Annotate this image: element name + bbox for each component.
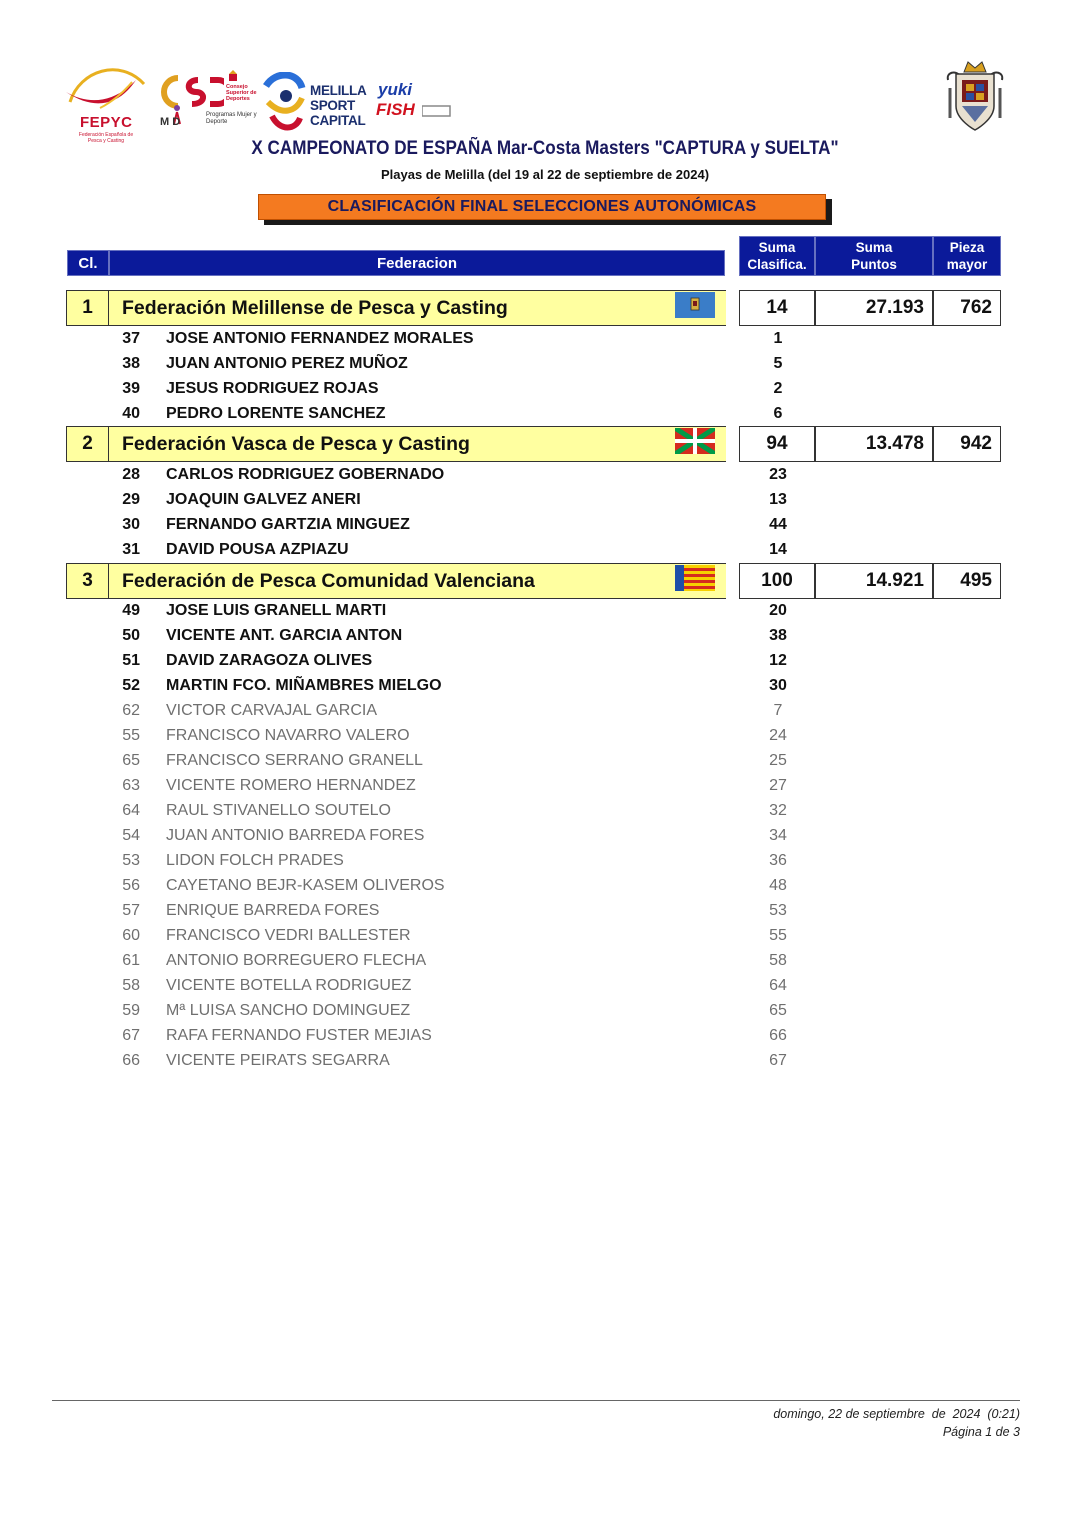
angler-value: 25 [769,752,787,769]
angler-value: 7 [773,702,783,719]
footer-divider [52,1400,1020,1401]
angler-name: PEDRO LORENTE SANCHEZ [166,405,386,422]
msc-line2: SPORT [310,98,356,113]
table-row [0,823,1080,848]
table-row [0,462,1080,487]
table-row [0,873,1080,898]
angler-name: CARLOS RODRIGUEZ GOBERNADO [166,466,445,483]
pieza-mayor-value: 762 [933,290,1001,326]
angler-value: 67 [769,1052,787,1069]
table-row [0,923,1080,948]
federation-rank: 1 [66,290,109,326]
federation-name-cell [109,290,726,326]
angler-name: MARTIN FCO. MIÑAMBRES MIELGO [166,677,442,694]
header-suma-clasifica-line1: Suma [758,240,796,255]
page-subtitle: Playas de Melilla (del 19 al 22 de septiembre de 2024) [380,167,710,182]
angler-number: 50 [122,627,140,644]
table-row [0,376,1080,401]
melilla-sport-capital-logo [262,72,372,136]
suma-clasifica-value: 94 [739,426,815,462]
angler-number: 54 [122,827,140,844]
table-row [0,973,1080,998]
angler-number: 56 [122,877,140,894]
table-row [0,537,1080,562]
angler-value: 1 [773,330,783,347]
angler-value: 24 [769,727,787,744]
table-row [0,648,1080,673]
angler-number: 30 [122,516,140,533]
table-row [0,598,1080,623]
angler-number: 62 [122,702,140,719]
angler-value: 30 [769,677,787,694]
angler-name: JOSE LUIS GRANELL MARTI [166,602,387,619]
table-row [0,487,1080,512]
suma-puntos-value: 27.193 [815,290,933,326]
table-row [0,351,1080,376]
angler-number: 31 [122,541,140,558]
angler-name: VICENTE PEIRATS SEGARRA [166,1052,390,1069]
angler-number: 64 [122,802,140,819]
angler-name: FERNANDO GARTZIA MINGUEZ [166,516,410,533]
page-title: X CAMPEONATO DE ESPAÑA Mar-Costa Masters "CAPTURA y SUELTA" [251,138,839,159]
angler-number: 63 [122,777,140,794]
angler-value: 27 [769,777,787,794]
angler-value: 5 [773,355,783,372]
basque-flag-icon [675,428,715,454]
angler-value: 65 [769,1002,787,1019]
fepyc-name: FEPYC [80,114,133,131]
angler-name: JOSE ANTONIO FERNANDEZ MORALES [166,330,474,347]
mxd-text: M D [160,116,181,128]
table-row [0,773,1080,798]
melilla-coat-of-arms-icon [942,58,1008,136]
angler-name: ANTONIO BORREGUERO FLECHA [166,952,427,969]
angler-name: VICENTE ROMERO HERNANDEZ [166,777,416,794]
csd-logo [158,70,268,136]
angler-value: 13 [769,491,787,508]
angler-name: Mª LUISA SANCHO DOMINGUEZ [166,1002,411,1019]
angler-value: 53 [769,902,787,919]
angler-name: FRANCISCO SERRANO GRANELL [166,752,423,769]
classification-banner: CLASIFICACIÓN FINAL SELECCIONES AUTONÓMICAS [258,194,826,220]
fish-text: FISH [376,100,415,119]
header-suma-puntos-line2: Puntos [851,257,897,272]
angler-name: FRANCISCO VEDRI BALLESTER [166,927,411,944]
suma-clasifica-value: 14 [739,290,815,326]
angler-number: 65 [122,752,140,769]
angler-name: RAUL STIVANELLO SOUTELO [166,802,391,819]
angler-value: 64 [769,977,787,994]
angler-number: 49 [122,602,140,619]
angler-value: 20 [769,602,787,619]
msc-line3: CAPITAL [310,113,366,128]
angler-number: 55 [122,727,140,744]
table-row [0,848,1080,873]
angler-number: 52 [122,677,140,694]
angler-name: RAFA FERNANDO FUSTER MEJIAS [166,1027,432,1044]
yuki-fish-logo [376,80,456,130]
angler-name: JUAN ANTONIO PEREZ MUÑOZ [166,355,408,372]
table-row [0,698,1080,723]
table-row [0,1023,1080,1048]
footer-date: domingo, 22 de septiembre de 2024 (0:21) [773,1407,1020,1421]
angler-name: CAYETANO BEJR-KASEM OLIVEROS [166,877,445,894]
table-row [0,401,1080,426]
angler-value: 36 [769,852,787,869]
angler-value: 12 [769,652,787,669]
angler-name: VICENTE ANT. GARCIA ANTON [166,627,403,644]
angler-value: 6 [773,405,783,422]
angler-value: 48 [769,877,787,894]
yuki-text: yuki [378,80,413,99]
footer-page-number: Página 1 de 3 [942,1425,1020,1439]
fepyc-logo [60,62,152,146]
table-row [0,798,1080,823]
angler-number: 51 [122,652,140,669]
federation-rank: 2 [66,426,109,462]
angler-name: DAVID POUSA AZPIAZU [166,541,349,558]
angler-value: 23 [769,466,787,483]
angler-value: 2 [773,380,783,397]
angler-number: 53 [122,852,140,869]
angler-value: 38 [769,627,787,644]
angler-name: JESUS RODRIGUEZ ROJAS [166,380,379,397]
angler-number: 37 [122,330,140,347]
header-suma-puntos-line1: Suma [855,240,893,255]
angler-value: 14 [769,541,787,558]
angler-value: 32 [769,802,787,819]
angler-name: JUAN ANTONIO BARREDA FORES [166,827,425,844]
table-row [0,512,1080,537]
valencia-flag-icon [675,565,715,591]
suma-puntos-value: 14.921 [815,563,933,599]
angler-number: 39 [122,380,140,397]
header-pieza-mayor [933,236,1001,276]
fepyc-subtitle: Federación Española de Pesca y Casting [78,132,134,144]
table-row [0,998,1080,1023]
table-row [0,326,1080,351]
angler-name: VICTOR CARVAJAL GARCIA [166,702,378,719]
angler-number: 58 [122,977,140,994]
table-row [0,723,1080,748]
federation-name-cell [109,563,726,599]
programs-text: Programas Mujer y Deporte [206,112,257,125]
table-row [0,948,1080,973]
angler-name: LIDON FOLCH PRADES [166,852,344,869]
federation-name: Federación Vasca de Pesca y Casting [122,433,470,455]
header-suma-clasifica-line2: Clasifica. [747,257,807,272]
angler-number: 57 [122,902,140,919]
angler-number: 67 [122,1027,140,1044]
angler-name: DAVID ZARAGOZA OLIVES [166,652,373,669]
federation-rank: 3 [66,563,109,599]
pieza-mayor-value: 495 [933,563,1001,599]
table-row [0,673,1080,698]
angler-number: 38 [122,355,140,372]
header-pieza-mayor-line1: Pieza [949,240,985,255]
angler-number: 59 [122,1002,140,1019]
table-row [0,1048,1080,1073]
angler-name: JOAQUIN GALVEZ ANERI [166,491,361,508]
federation-name-cell [109,426,726,462]
header-cl: Cl. [67,250,109,276]
header-suma-puntos [815,236,933,276]
table-row [0,748,1080,773]
angler-number: 61 [122,952,140,969]
pieza-mayor-value: 942 [933,426,1001,462]
msc-line1: MELILLA [310,83,367,98]
melilla-flag-icon [675,292,715,318]
angler-name: VICENTE BOTELLA RODRIGUEZ [166,977,412,994]
angler-number: 40 [122,405,140,422]
angler-name: FRANCISCO NAVARRO VALERO [166,727,410,744]
suma-puntos-value: 13.478 [815,426,933,462]
csd-text: Consejo Superior de Deportes [226,84,257,102]
suma-clasifica-value: 100 [739,563,815,599]
angler-value: 34 [769,827,787,844]
header-federacion: Federacion [109,250,725,276]
header-suma-clasifica [739,236,815,276]
angler-value: 44 [769,516,787,533]
angler-value: 58 [769,952,787,969]
angler-number: 60 [122,927,140,944]
table-row [0,623,1080,648]
angler-value: 55 [769,927,787,944]
angler-value: 66 [769,1027,787,1044]
angler-number: 29 [122,491,140,508]
angler-number: 66 [122,1052,140,1069]
federation-name: Federación de Pesca Comunidad Valenciana [122,570,535,592]
table-row [0,898,1080,923]
header-pieza-mayor-line2: mayor [946,257,988,272]
angler-name: ENRIQUE BARREDA FORES [166,902,380,919]
angler-number: 28 [122,466,140,483]
federation-name: Federación Melillense de Pesca y Casting [122,297,508,319]
